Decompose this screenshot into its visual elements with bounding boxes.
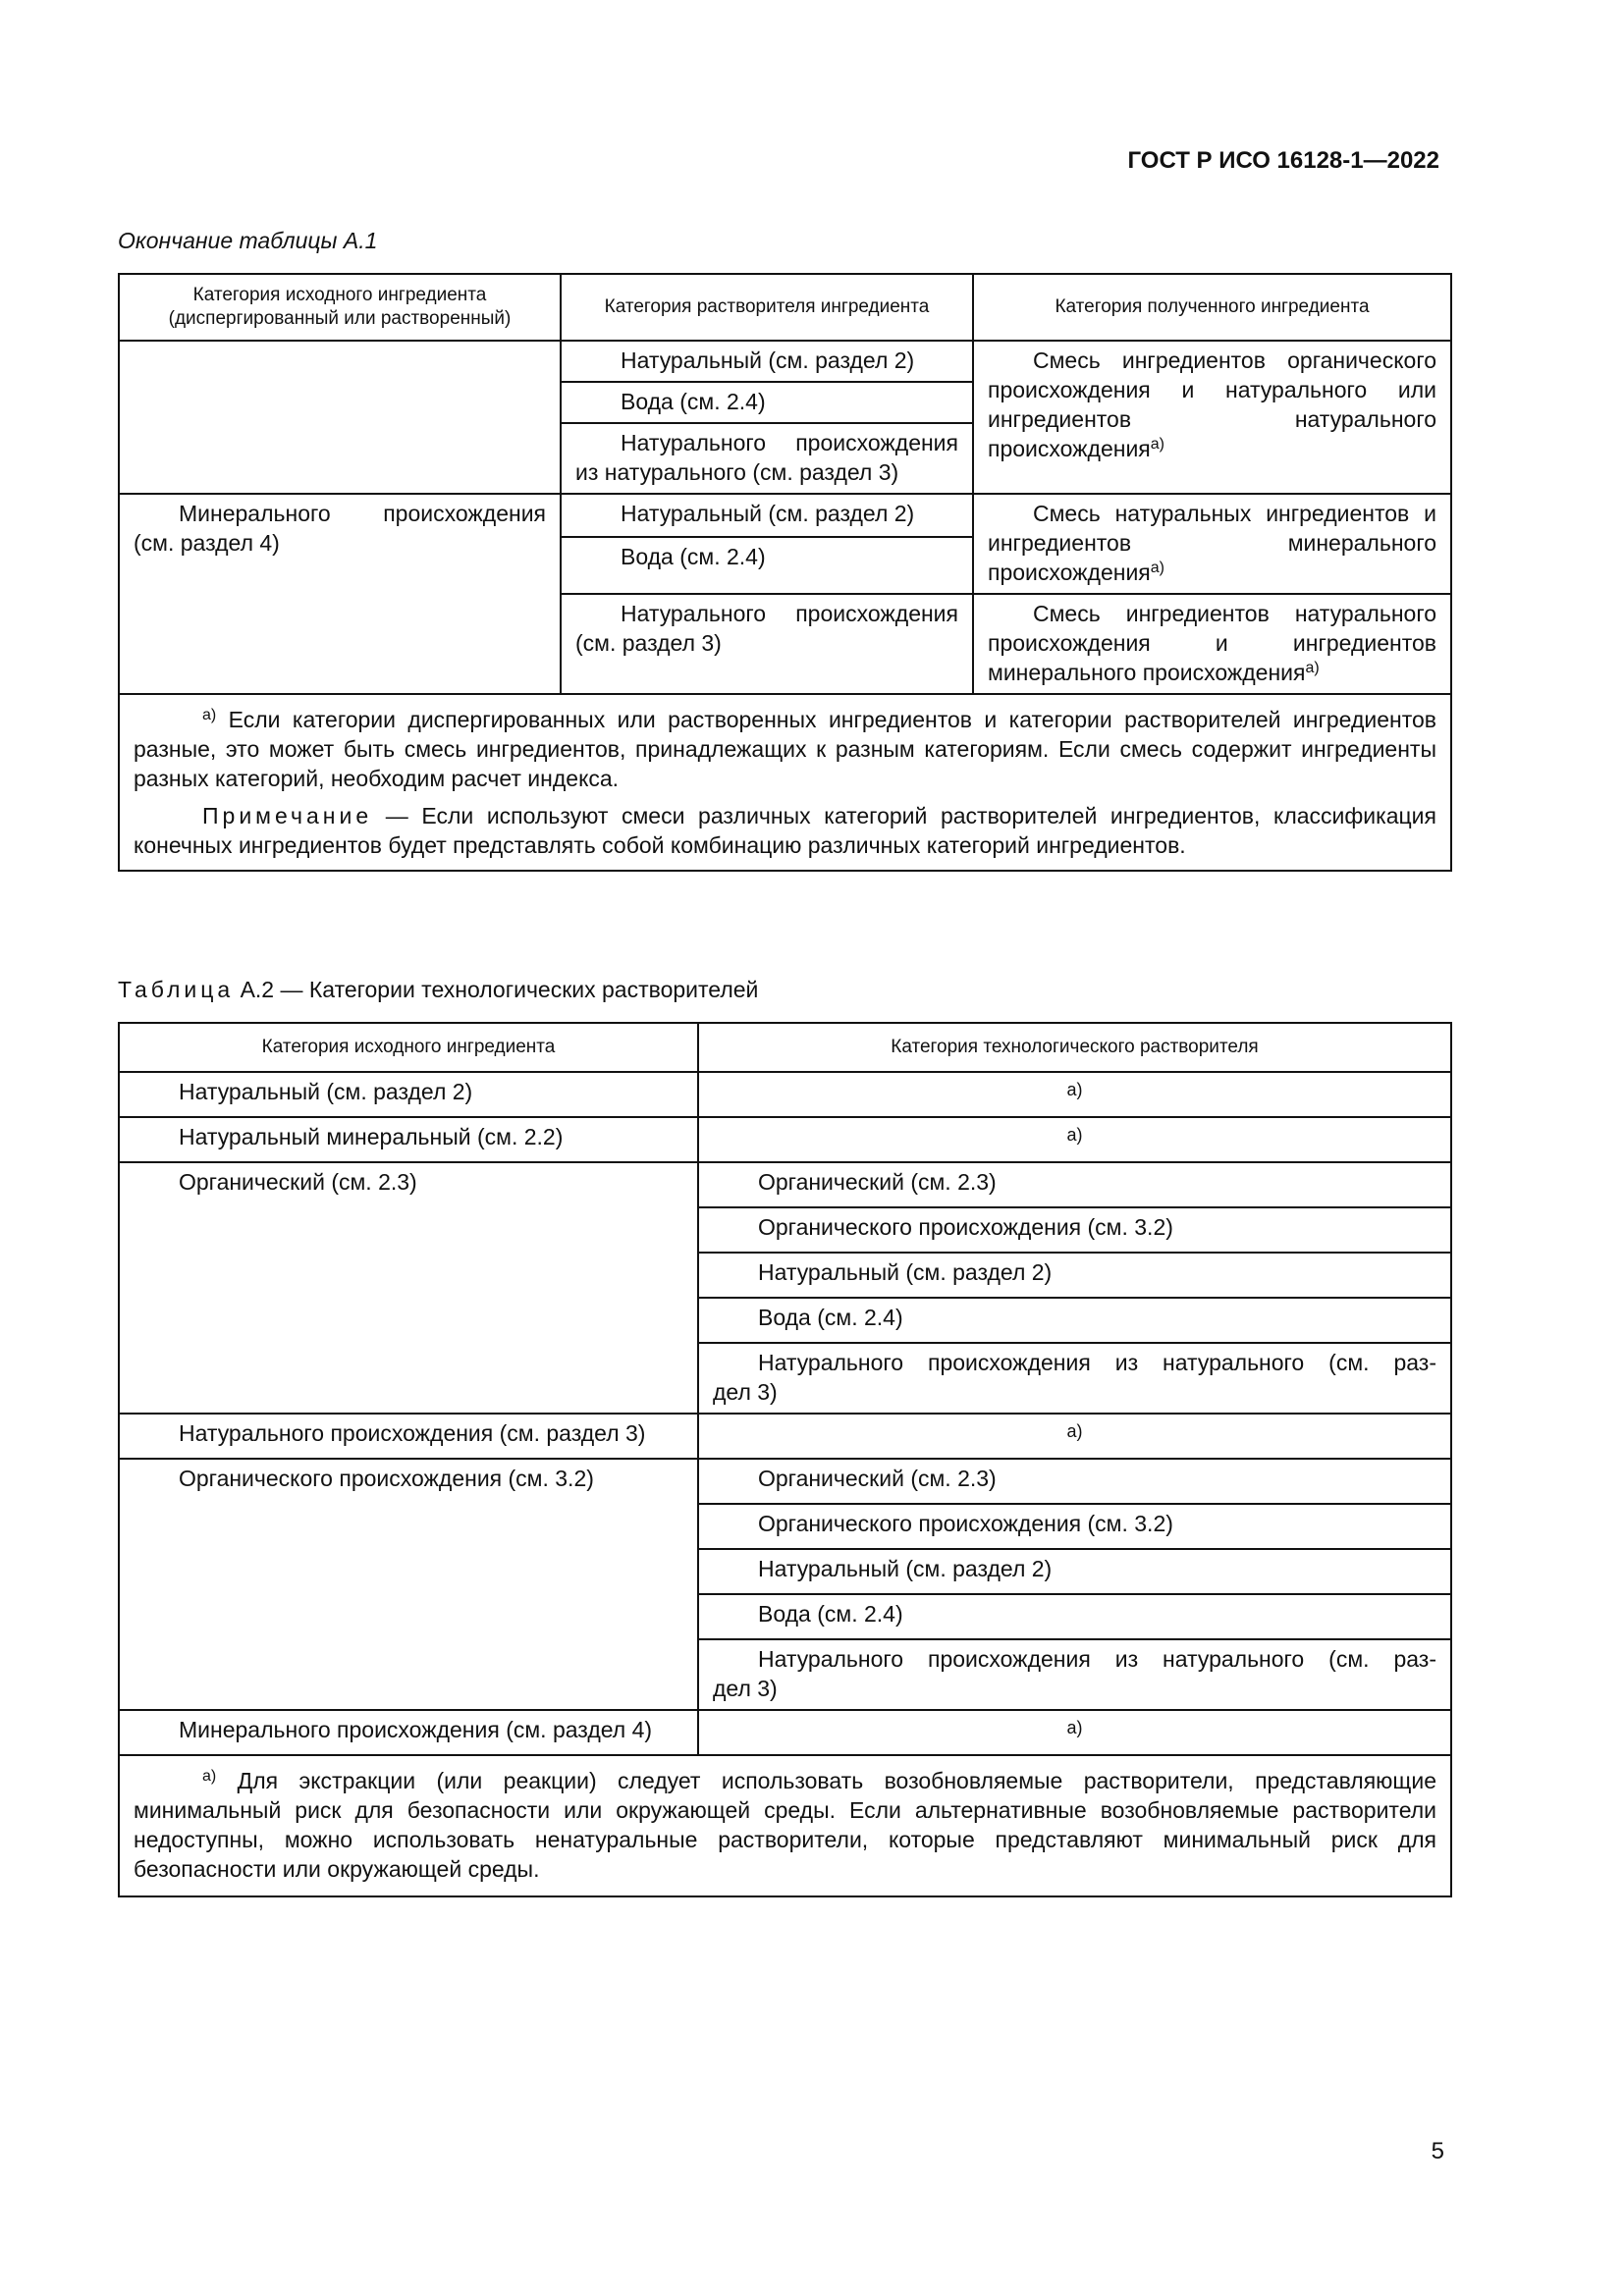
table-a2 (118, 1022, 1452, 1897)
table1-solvent-cell: Натуральный (см. раздел 2) (561, 341, 973, 382)
table1-header-source: Категория исходного ингредиента (диспергированный или растворенный) (119, 274, 561, 341)
table-row (119, 1072, 1451, 1117)
table1-header-solvent: Категория растворителя ингредиента (561, 274, 973, 341)
table1-caption: Окончание таблицы А.1 (118, 228, 378, 253)
table2-note-cell: а) (698, 1710, 1451, 1755)
table2-solvent-cell: Вода (см. 2.4) (698, 1298, 1451, 1343)
table-row (119, 494, 1451, 537)
table2-source-cell: Органического происхождения (см. 3.2) (119, 1459, 698, 1710)
table-row (119, 341, 1451, 382)
table2-source-cell: Натуральный (см. раздел 2) (119, 1072, 698, 1117)
table2-source-cell: Натуральный минеральный (см. 2.2) (119, 1117, 698, 1162)
table1-solvent-cell: Вода (см. 2.4) (561, 537, 973, 594)
table1-footnote-row (119, 694, 1451, 871)
page-number: 5 (1431, 2138, 1444, 2164)
table2-caption: Таблица А.2 — Категории технологических растворителей (118, 977, 759, 1002)
table-row (119, 1162, 1451, 1207)
table1-header-result: Категория полученного ингредиента (973, 274, 1451, 341)
table1-header-row (119, 274, 1451, 341)
table1-solvent-cell: Вода (см. 2.4) (561, 382, 973, 423)
table2-source-cell: Минерального происхождения (см. раздел 4) (119, 1710, 698, 1755)
wrapped-line: Натурального происхождения из натурального (см. раз- (758, 1350, 1436, 1375)
table2-footnote-cell (119, 1755, 1451, 1896)
table2-header-solvent: Категория технологического растворителя (698, 1023, 1451, 1072)
table-row (119, 1414, 1451, 1459)
table2-solvent-cell: Органического происхождения (см. 3.2) (698, 1207, 1451, 1253)
table2-solvent-cell: Натуральный (см. раздел 2) (698, 1549, 1451, 1594)
table1-footnote-cell (119, 694, 1451, 871)
table2-footnote-row (119, 1755, 1451, 1896)
table2-note-cell: а) (698, 1414, 1451, 1459)
table-row (119, 1117, 1451, 1162)
table-row (119, 1459, 1451, 1504)
table2-header-source: Категория исходного ингредиента (119, 1023, 698, 1072)
table2-header-row (119, 1023, 1451, 1072)
table1-solvent-cell: Натурального происхождения из натурального (см. раздел 3) (561, 423, 973, 494)
table1-result-cell: Смесь натуральных ингредиентов и ингредиентов минерального происхождения$^{а)}$ (973, 494, 1451, 594)
table2-source-cell: Натурального происхождения (см. раздел 3) (119, 1414, 698, 1459)
table2-source-cell: Органический (см. 2.3) (119, 1162, 698, 1414)
wrapped-line: дел 3) (713, 1676, 778, 1701)
table2-footnote: $^{а)}$ Для экстракции (или реакции) следует использовать возобновляемые растворители, представляющие минимальный риск для безопасности или окружающей среды. Если альтернативные возобновляемые растворители недоступны, можно использовать ненатуральные растворители, которые представляют минимальный риск для безопасности или окружающей среды. (134, 1768, 1436, 1882)
table2-note-cell: а) (698, 1072, 1451, 1117)
table1-result-cell: Смесь ингредиентов натурального происхождения и ингредиентов минерального происхождения$^{а)}$ (973, 594, 1451, 694)
table-a1-end (118, 273, 1452, 872)
table2-solvent-cell: Органического происхождения (см. 3.2) (698, 1504, 1451, 1549)
table1-solvent-cell: Натурального происхождения (см. раздел 3) (561, 594, 973, 694)
table1-source-empty (119, 341, 561, 494)
table2-solvent-cell (698, 1639, 1451, 1710)
table2-solvent-cell: Вода (см. 2.4) (698, 1594, 1451, 1639)
table1-result-cell: Смесь ингредиентов органического происхождения и натурального или ингредиентов натурального происхождения$^{а)}$ (973, 341, 1451, 494)
table1-source-cell: Минерального происхождения (см. раздел 4) (119, 494, 561, 694)
table2-solvent-cell (698, 1343, 1451, 1414)
table1-footnote: $^{а)}$ Если категории диспергированных или растворенных ингредиентов и категории растворителей ингредиентов разные, это может быть смесь ингредиентов, принадлежащих к разным категориям. Если смесь содержит ингредиенты разных категорий, необходим расчет индекса. (134, 707, 1437, 791)
wrapped-line: дел 3) (713, 1379, 778, 1405)
table2-solvent-cell: Натуральный (см. раздел 2) (698, 1253, 1451, 1298)
table2-note-cell: а) (698, 1117, 1451, 1162)
table2-solvent-cell: Органический (см. 2.3) (698, 1162, 1451, 1207)
document-code: ГОСТ Р ИСО 16128-1—2022 (1127, 147, 1439, 174)
table2-solvent-cell: Органический (см. 2.3) (698, 1459, 1451, 1504)
table1-note: Примечание — Если используют смеси различных категорий растворителей ингредиентов, классификация конечных ингредиентов будет представлять собой комбинацию различных категорий ингредиентов. (134, 803, 1436, 858)
table-row (119, 1710, 1451, 1755)
wrapped-line: Натурального происхождения из натурального (см. раз- (758, 1646, 1436, 1672)
table1-solvent-cell: Натуральный (см. раздел 2) (561, 494, 973, 537)
